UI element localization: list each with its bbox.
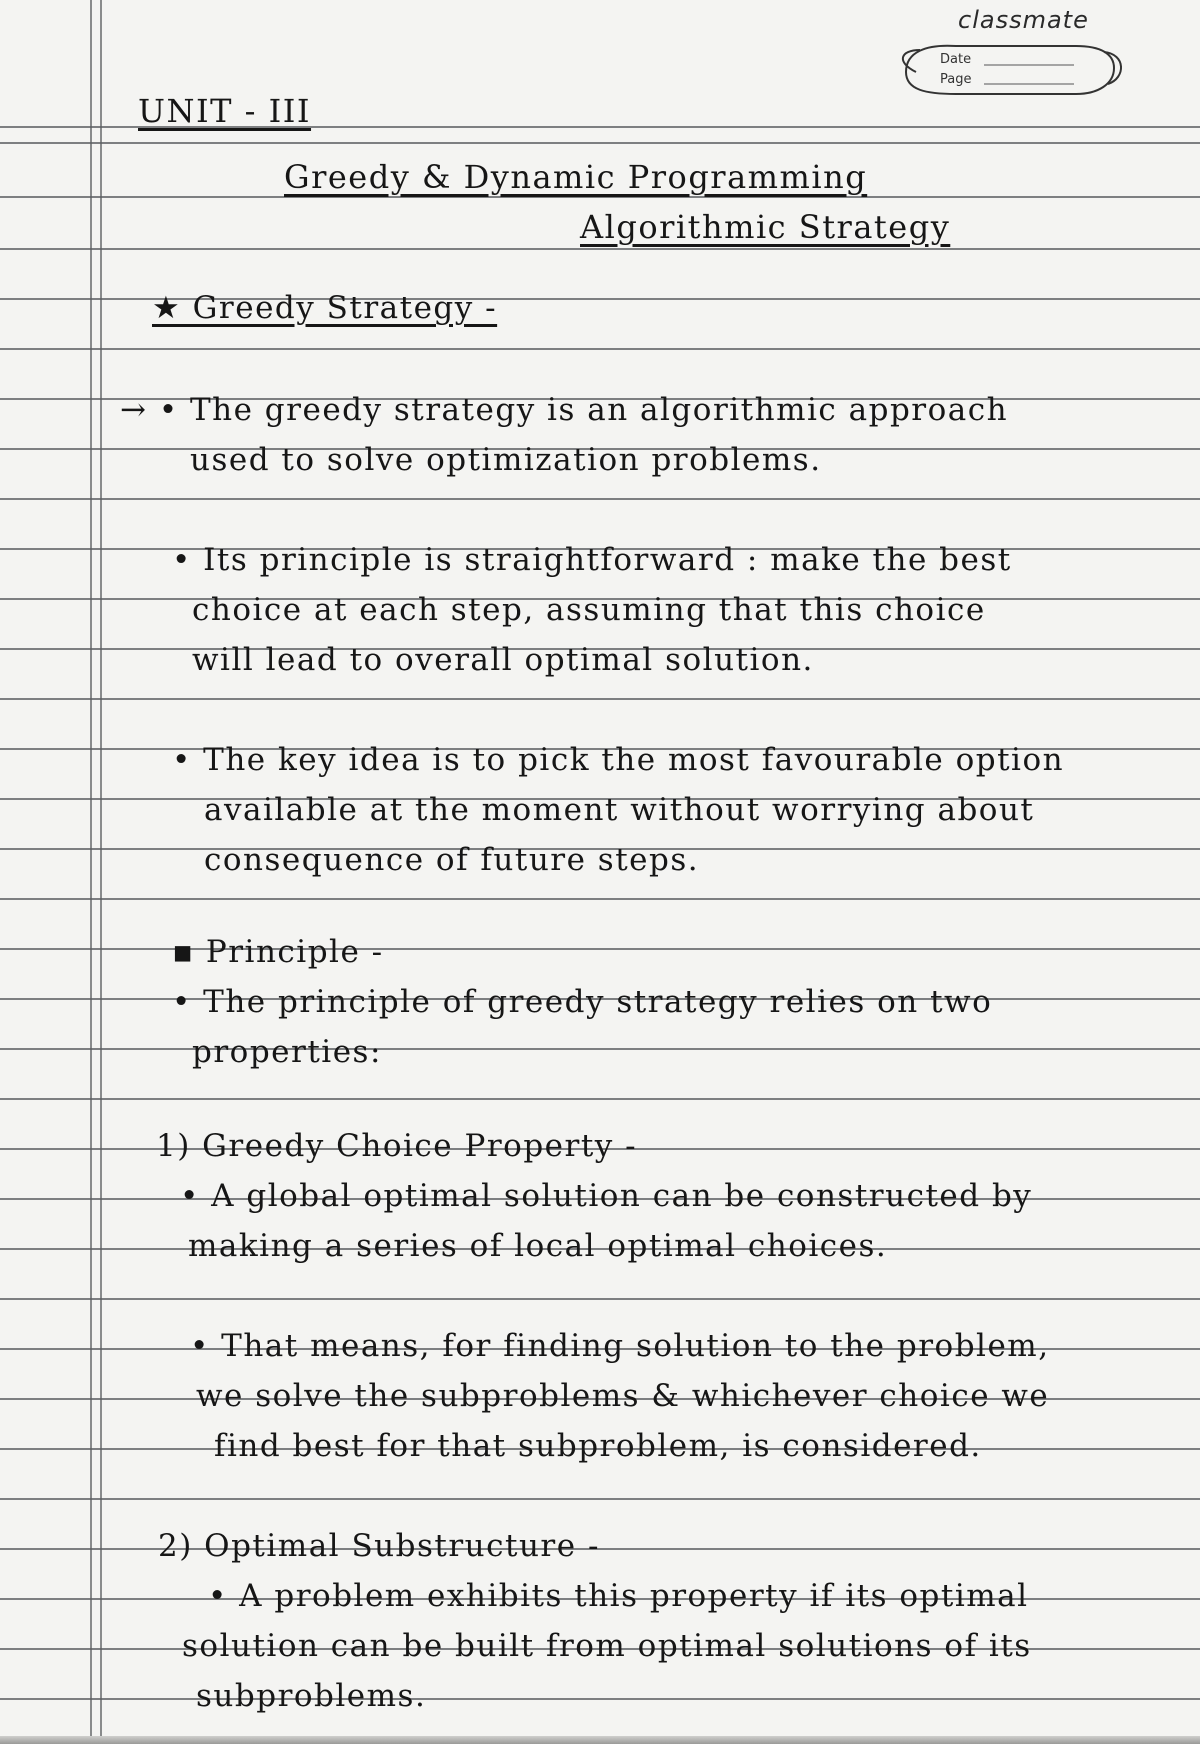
- section-heading: ★ Greedy Strategy -: [152, 290, 498, 326]
- brand-logo: classmate: [958, 6, 1089, 34]
- paragraph-line: we solve the subproblems & whichever choice we: [196, 1378, 1050, 1414]
- paragraph-line: → • The greedy strategy is an algorithmic approach: [120, 392, 1009, 428]
- paragraph-line: • Its principle is straightforward : make the best: [172, 542, 1012, 578]
- page-label: Page: [940, 72, 972, 87]
- paragraph-line: consequence of future steps.: [204, 842, 700, 878]
- paragraph-line: used to solve optimization problems.: [190, 442, 822, 478]
- paragraph-line: • That means, for finding solution to the problem,: [190, 1328, 1050, 1364]
- paragraph-line: • A global optimal solution can be constructed by: [180, 1178, 1033, 1214]
- page-subtitle: Algorithmic Strategy: [580, 208, 951, 246]
- paragraph-line: will lead to overall optimal solution.: [192, 642, 814, 678]
- paragraph-line: • The key idea is to pick the most favourable option: [172, 742, 1065, 778]
- paragraph-line: choice at each step, assuming that this choice: [192, 592, 986, 628]
- paragraph-line: solution can be built from optimal solutions of its: [182, 1628, 1032, 1664]
- paragraph-line: find best for that subproblem, is considered.: [214, 1428, 982, 1464]
- paragraph-line: properties:: [192, 1034, 382, 1070]
- paragraph-line: making a series of local optimal choices.: [188, 1228, 888, 1264]
- property-heading: 2) Optimal Substructure -: [158, 1528, 600, 1564]
- property-heading: 1) Greedy Choice Property -: [156, 1128, 638, 1164]
- unit-heading: UNIT - III: [138, 92, 312, 130]
- date-label: Date: [940, 52, 972, 67]
- principle-heading: ▪ Principle -: [172, 934, 384, 970]
- paragraph-line: available at the moment without worrying about: [204, 792, 1035, 828]
- paragraph-line: subproblems.: [196, 1678, 427, 1714]
- paragraph-line: • A problem exhibits this property if its optimal: [208, 1578, 1029, 1614]
- date-page-stamp: [886, 32, 1130, 112]
- paragraph-line: • The principle of greedy strategy relies on two: [172, 984, 993, 1020]
- page-title: Greedy & Dynamic Programming: [284, 158, 868, 196]
- page-edge: [0, 1736, 1200, 1744]
